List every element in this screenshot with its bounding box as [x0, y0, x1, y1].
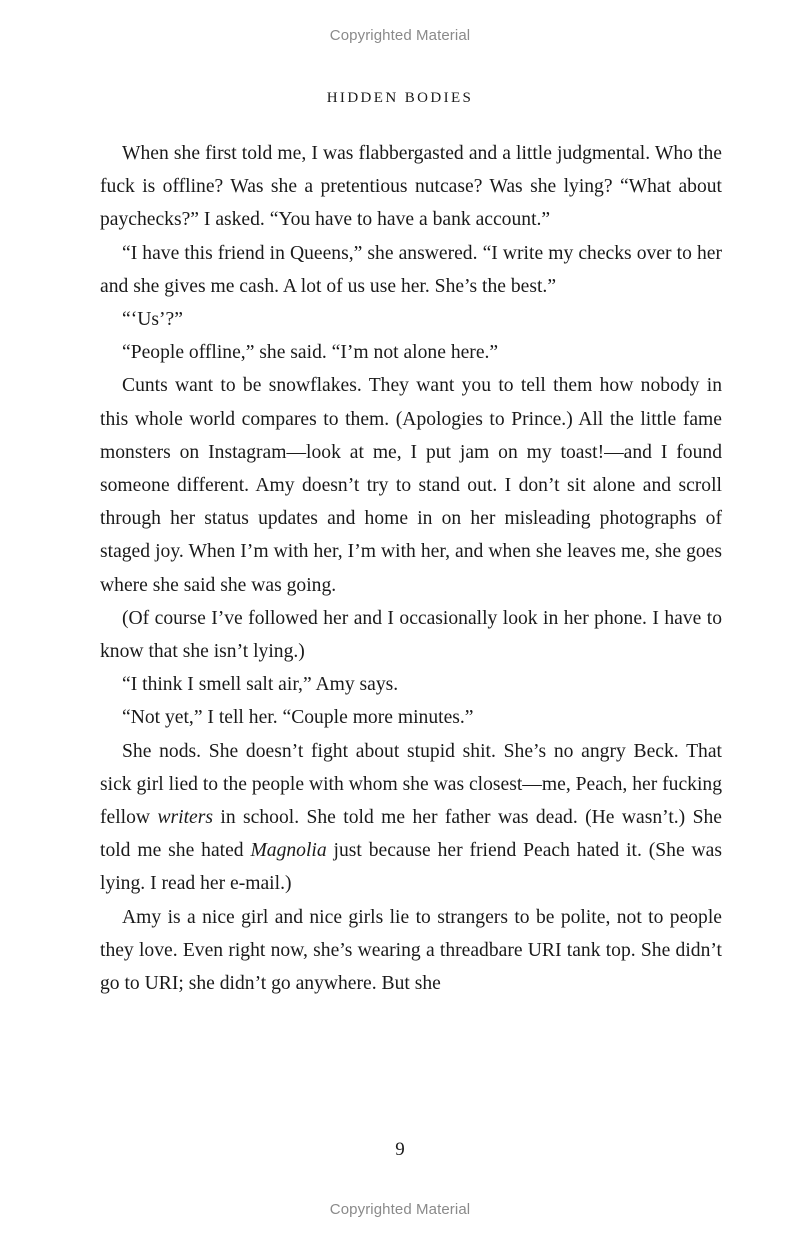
paragraph: Cunts want to be snowflakes. They want you to tell them how nobody in this whole world compares to them. (Apologies to Prince.) All the little fame monsters on Instagram—look at me, I put jam on my toast!—and I found someone different. Amy doesn’t try to stand out. I don’t sit alone and scroll through her status updates and home in on her misleading photographs of staged joy. When I’m with her, I’m with her, and when she leaves me, she goes where she said she was going. — [100, 375, 722, 596]
paragraph: When she first told me, I was flabbergasted and a little judgmental. Who the fuck is offline? Was she a pretentious nutcase? Was she lying? “What about paychecks?” I asked. “You have to have a bank account.” — [100, 143, 722, 231]
paragraph-with-italics — [100, 735, 722, 901]
paragraph: “People offline,” she said. “I’m not alone here.” — [122, 342, 499, 364]
text-run: in school. She told me her father was dead. (He wasn’t.) She told me she hated — [100, 807, 722, 862]
copyright-watermark-bottom: Copyrighted Material — [329, 1201, 471, 1218]
paragraph: “I think I smell salt air,” Amy says. — [122, 674, 399, 696]
page-number: 9 — [395, 1139, 405, 1160]
copyright-watermark-top: Copyrighted Material — [329, 27, 471, 44]
text-run: She nods. She doesn’t fight about stupid shit. She’s no angry Beck. That sick girl lied to the people with whom she was closest—me, Peach, her fucking fellow — [100, 740, 722, 829]
italic-text: writers — [157, 807, 213, 829]
running-head: HIDDEN BODIES — [326, 90, 474, 106]
italic-title: Magnolia — [250, 840, 327, 862]
paragraph: (Of course I’ve followed her and I occasionally look in her phone. I have to know that she isn’t lying.) — [100, 607, 722, 663]
paragraph: “Not yet,” I tell her. “Couple more minutes.” — [122, 707, 474, 729]
paragraph: Amy is a nice girl and nice girls lie to strangers to be polite, not to people they love. Even right now, she’s wearing a threadbare URI tank top. She didn’t go to URI; she didn’t go anywhere. But she — [100, 906, 722, 995]
paragraph: “‘Us’?” — [122, 309, 183, 331]
body-text — [100, 137, 722, 1000]
paragraph: “I have this friend in Queens,” she answered. “I write my checks over to her and she gives me cash. A lot of us use her. She’s the best.” — [100, 242, 722, 297]
text-run: just because her friend Peach hated it. (She was lying. I read her e-mail.) — [100, 840, 722, 895]
